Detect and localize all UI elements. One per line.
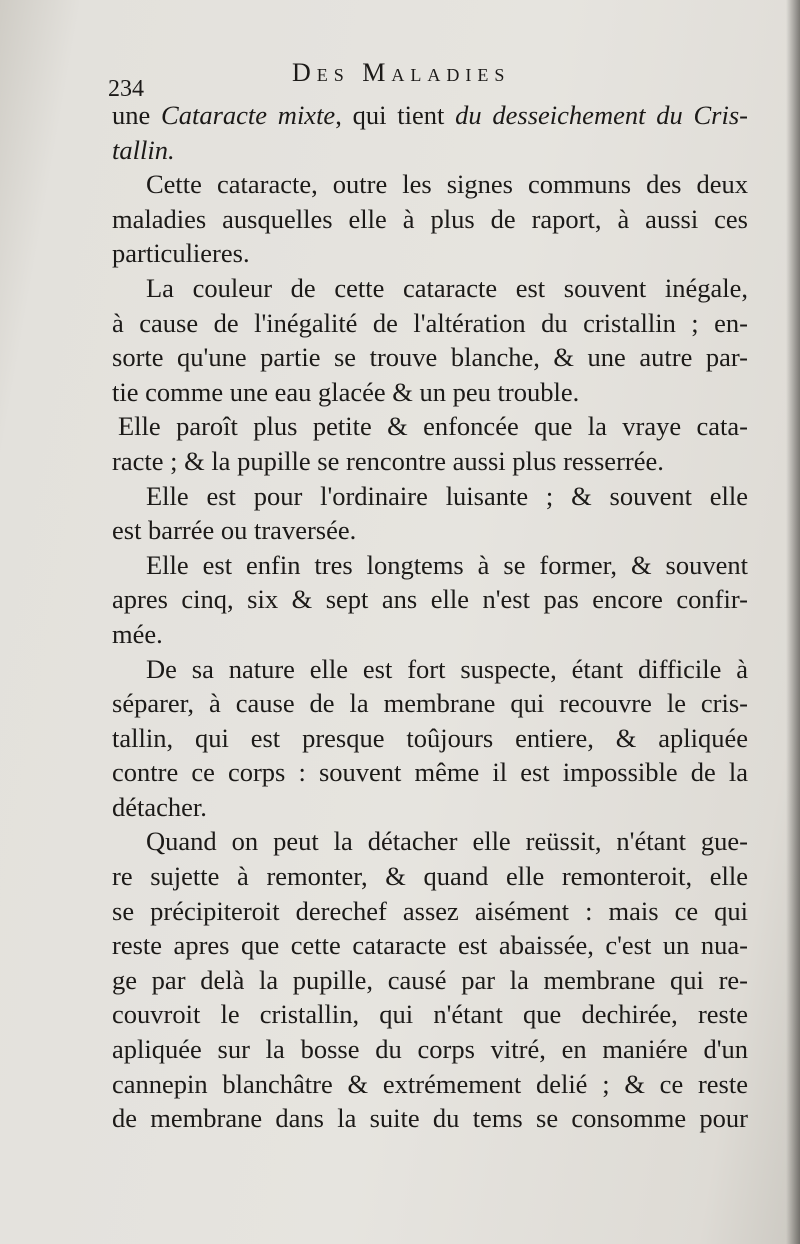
italic-text: tallin.: [112, 134, 175, 165]
text-segment: tallin, qui est presque toûjours entiere, & apliquée: [112, 722, 748, 753]
text-line: [112, 1101, 748, 1136]
text-segment: ge par delà la pupille, causé par la membrane qui re-: [112, 964, 748, 995]
text-line: [112, 1032, 748, 1067]
text-line: [112, 98, 748, 133]
page-header: [108, 52, 748, 102]
text-line: [112, 444, 748, 479]
text-segment: Cette cataracte, outre les signes communs des deux: [146, 169, 748, 200]
text-line: [112, 133, 748, 168]
text-segment: Elle est enfin tres longtems à se former, & souvent: [146, 549, 748, 580]
text-line: [112, 859, 748, 894]
text-segment: re sujette à remonter, & quand elle remonteroit, elle: [112, 861, 748, 892]
text-line: [112, 582, 748, 617]
text-segment: apres cinq, six & sept ans elle n'est pas encore confir-: [112, 584, 748, 615]
text-segment: mée.: [112, 618, 163, 649]
text-line: [112, 617, 748, 652]
text-segment: une: [112, 100, 162, 130]
text-line: [112, 824, 748, 859]
text-line: [112, 306, 748, 341]
text-line: [112, 963, 748, 998]
text-segment: De sa nature elle est fort suspecte, étant difficile à: [146, 653, 748, 684]
text-segment: cannepin blanchâtre & extrémement delié ; & ce reste: [112, 1068, 748, 1099]
text-line: [112, 652, 748, 687]
text-line: [112, 167, 748, 202]
text-segment: reste apres que cette cataracte est abaissée, c'est un nua-: [112, 930, 748, 961]
text-line: [112, 790, 748, 825]
text-segment: Elle paroît plus petite & enfoncée que la vraye cata-: [118, 411, 748, 442]
body-text: [112, 98, 748, 1136]
text-segment: racte ; & la pupille se rencontre aussi plus resserrée.: [112, 445, 664, 476]
text-segment: de membrane dans la suite du tems se consomme pour: [112, 1103, 748, 1134]
text-segment: séparer, à cause de la membrane qui recouvre le cris-: [112, 688, 748, 719]
text-segment: couvroit le cristallin, qui n'étant que dechirée, reste: [112, 999, 748, 1030]
text-segment: détacher.: [112, 791, 207, 822]
text-line: [112, 409, 748, 444]
text-segment: est barrée ou traversée.: [112, 515, 357, 546]
text-line: [112, 755, 748, 790]
text-line: [112, 686, 748, 721]
text-segment: , qui tient: [335, 100, 456, 130]
text-segment: Elle est pour l'ordinaire luisante ; & souvent elle: [146, 480, 748, 511]
italic-text: du desseichement du Cris-: [455, 100, 748, 130]
text-segment: tie comme une eau glacée & un peu trouble.: [112, 376, 580, 407]
text-segment: apliquée sur la bosse du corps vitré, en maniére d'un: [112, 1034, 748, 1065]
running-head: Des Maladies: [292, 58, 511, 87]
text-segment: Quand on peut la détacher elle reüssit, n'étant gue-: [146, 826, 748, 857]
text-line: [112, 721, 748, 756]
text-segment: se précipiteroit derechef assez aisément : mais ce qui: [112, 895, 748, 926]
text-line: [112, 479, 748, 514]
text-segment: à cause de l'inégalité de l'altération du cristallin ; en-: [112, 307, 748, 338]
text-segment: contre ce corps : souvent même il est impossible de la: [112, 757, 748, 788]
text-line: [112, 548, 748, 583]
text-line: [112, 513, 748, 548]
text-line: [112, 271, 748, 306]
text-segment: particulieres.: [112, 238, 250, 269]
text-line: [112, 1067, 748, 1102]
text-line: [112, 997, 748, 1032]
text-line: [112, 928, 748, 963]
text-line: [112, 202, 748, 237]
text-segment: sorte qu'une partie se trouve blanche, & une autre par-: [112, 342, 748, 373]
text-segment: maladies ausquelles elle à plus de raport, à aussi ces: [112, 203, 748, 234]
page-number: 234: [108, 76, 144, 102]
text-line: [112, 375, 748, 410]
text-segment: La couleur de cette cataracte est souvent inégale,: [146, 272, 748, 303]
text-line: [112, 340, 748, 375]
text-line: [112, 894, 748, 929]
italic-text: Cataracte mixte: [161, 100, 336, 130]
text-line: [112, 236, 748, 271]
